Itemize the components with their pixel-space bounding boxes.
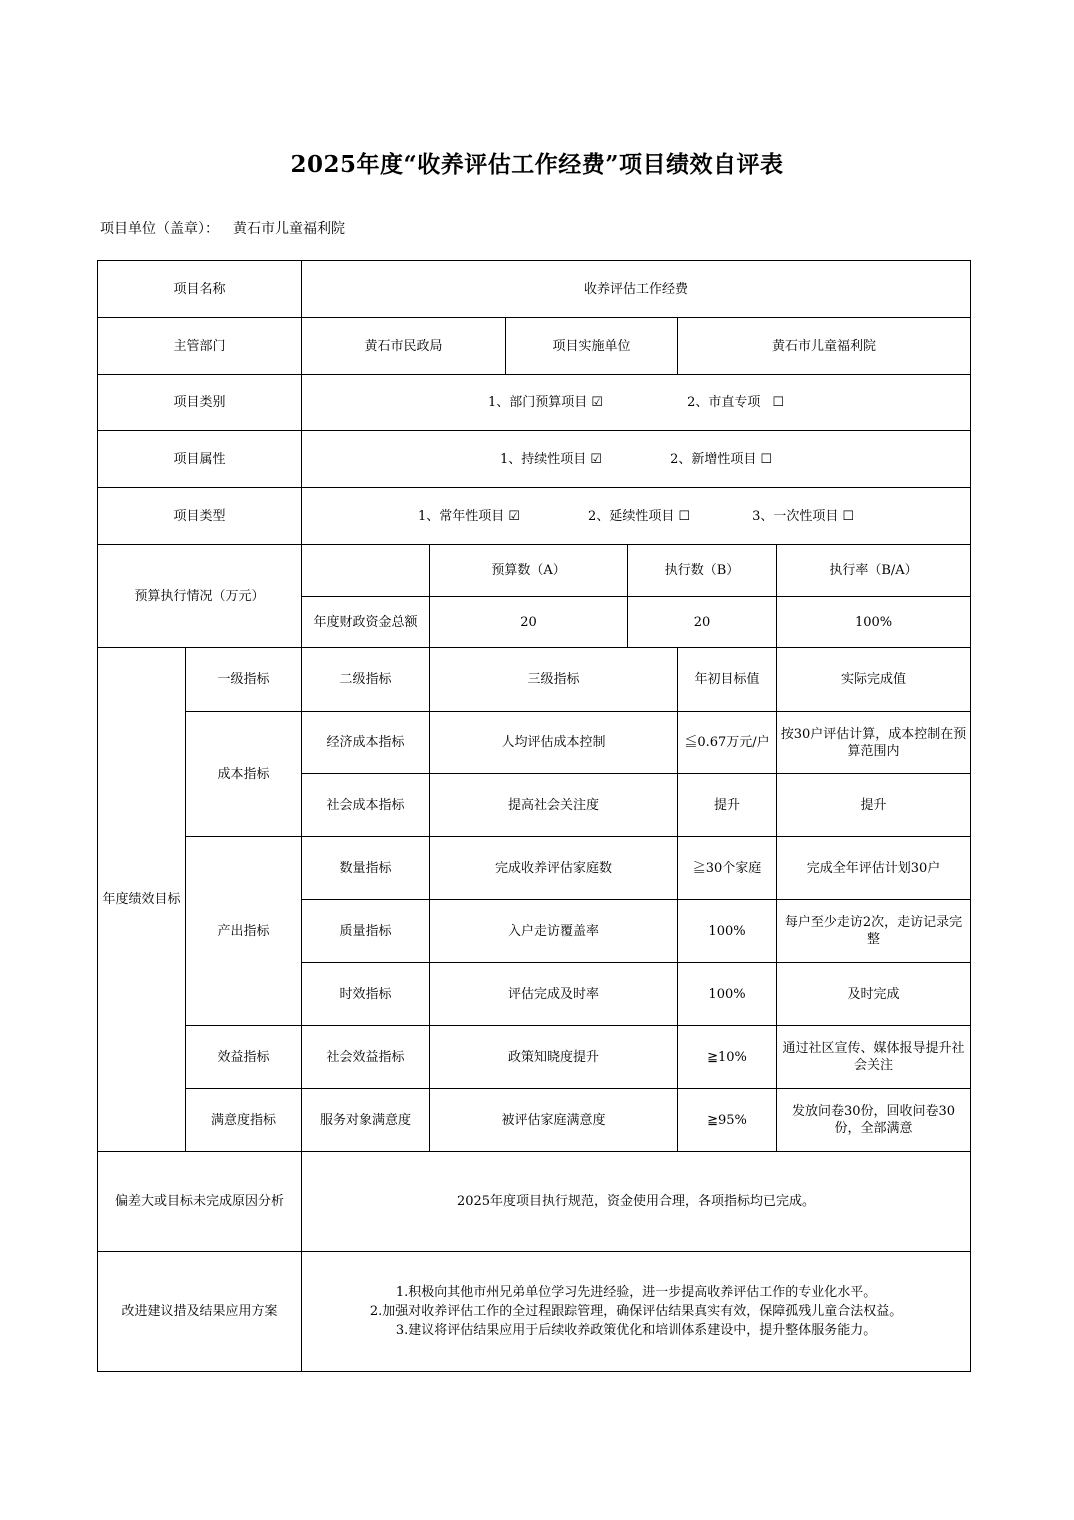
goal-l2: 经济成本指标 (302, 712, 430, 774)
improvement-item: 3.建议将评估结果应用于后续收养政策优化和培训体系建设中，提升整体服务能力。 (395, 1323, 877, 1338)
goals-label: 年度绩效目标 (98, 648, 186, 1152)
goal-l2: 时效指标 (302, 963, 430, 1026)
row-budget-header (98, 545, 971, 597)
goal-l2: 质量指标 (302, 900, 430, 963)
goal-l2: 服务对象满意度 (302, 1089, 430, 1152)
goal-actual: 按30户评估计算，成本控制在预算范围内 (777, 712, 971, 774)
budget-col-rate: 执行率（B/A） (777, 545, 971, 597)
budget-value-a: 20 (430, 597, 628, 648)
project-unit-value: 黄石市儿童福利院 (233, 221, 345, 237)
attribute-options (302, 431, 971, 488)
goal-target: 提升 (678, 774, 777, 837)
budget-value-b: 20 (628, 597, 777, 648)
goals-header-actual: 实际完成值 (777, 648, 971, 712)
goals-header-l3: 三级指标 (430, 648, 678, 712)
goal-target: 100% (678, 963, 777, 1026)
row-improvement (98, 1252, 971, 1372)
project-name-value: 收养评估工作经费 (302, 261, 971, 318)
goal-target: ≦0.67万元/户 (678, 712, 777, 774)
category-option-2 (687, 394, 784, 411)
goal-actual: 通过社区宣传、媒体报导提升社会关注 (777, 1026, 971, 1089)
attribute-option-1-label: 1、持续性项目 (500, 451, 587, 467)
performance-table (97, 260, 971, 1372)
attribute-label: 项目属性 (98, 431, 302, 488)
budget-col-b: 执行数（B） (628, 545, 777, 597)
satisfaction-indicator-label: 满意度指标 (186, 1089, 302, 1152)
goals-header-target: 年初目标值 (678, 648, 777, 712)
budget-label: 预算执行情况（万元） (98, 545, 302, 648)
budget-corner-cell (302, 545, 430, 597)
row-deviation (98, 1152, 971, 1252)
goals-row (98, 1089, 971, 1152)
category-label: 项目类别 (98, 375, 302, 431)
page-title: 2025年度“收养评估工作经费”项目绩效自评表 (290, 151, 784, 178)
checked-checkbox-icon: ☑ (591, 395, 603, 410)
project-unit-line (100, 218, 345, 238)
category-option-1-label: 1、部门预算项目 (488, 395, 588, 410)
unchecked-checkbox-icon: ☐ (678, 508, 690, 524)
goal-target: 100% (678, 900, 777, 963)
type-option-3-label: 3、一次性项目 (752, 508, 839, 524)
attribute-option-2 (670, 451, 772, 468)
goals-row (98, 712, 971, 774)
cost-indicator-label: 成本指标 (186, 712, 302, 837)
deviation-text: 2025年度项目执行规范，资金使用合理，各项指标均已完成。 (302, 1152, 971, 1252)
type-option-3 (752, 508, 854, 525)
goal-actual: 每户至少走访2次，走访记录完整 (777, 900, 971, 963)
goal-actual: 提升 (777, 774, 971, 837)
improvement-list (302, 1252, 971, 1372)
type-option-2 (588, 508, 690, 525)
goals-header-l1: 一级指标 (186, 648, 302, 712)
type-option-1 (418, 508, 520, 525)
goal-target: ≧10% (678, 1026, 777, 1089)
goal-actual: 发放问卷30份，回收问卷30份，全部满意 (777, 1089, 971, 1152)
goal-target: ≧95% (678, 1089, 777, 1152)
project-unit-label: 项目单位（盖章）： (100, 221, 219, 237)
impl-unit-value: 黄石市儿童福利院 (678, 318, 971, 375)
budget-col-a: 预算数（A） (430, 545, 628, 597)
goal-actual: 及时完成 (777, 963, 971, 1026)
goal-l2: 数量指标 (302, 837, 430, 900)
impl-unit-label: 项目实施单位 (506, 318, 678, 375)
type-label: 项目类型 (98, 488, 302, 545)
deviation-label: 偏差大或目标未完成原因分析 (98, 1152, 302, 1252)
attribute-option-2-label: 2、新增性项目 (670, 451, 757, 467)
goal-actual: 完成全年评估计划30户 (777, 837, 971, 900)
improvement-item: 1.积极向其他市州兄弟单位学习先进经验，进一步提高收养评估工作的专业化水平。 (395, 1285, 877, 1300)
category-option-2-label: 2、市直专项 (687, 395, 761, 410)
goal-l3: 完成收养评估家庭数 (430, 837, 678, 900)
goals-row (98, 837, 971, 900)
goal-target: ≧30个家庭 (678, 837, 777, 900)
goal-l3: 人均评估成本控制 (430, 712, 678, 774)
budget-row-label: 年度财政资金总额 (302, 597, 430, 648)
unchecked-checkbox-icon: ☐ (842, 508, 855, 524)
improvement-label: 改进建议措及结果应用方案 (98, 1252, 302, 1372)
benefit-indicator-label: 效益指标 (186, 1026, 302, 1089)
department-label: 主管部门 (98, 318, 302, 375)
attribute-option-1 (500, 451, 602, 468)
row-project-name (98, 261, 971, 318)
goal-l3: 入户走访覆盖率 (430, 900, 678, 963)
improvement-item: 2.加强对收养评估工作的全过程跟踪管理，确保评估结果真实有效，保障孤残儿童合法权益。 (369, 1304, 903, 1319)
type-option-2-label: 2、延续性项目 (588, 508, 675, 524)
row-attribute (98, 431, 971, 488)
goal-l3: 提高社会关注度 (430, 774, 678, 837)
type-option-1-label: 1、常年性项目 (417, 508, 505, 524)
row-category (98, 375, 971, 431)
goal-l3: 被评估家庭满意度 (430, 1089, 678, 1152)
output-indicator-label: 产出指标 (186, 837, 302, 1026)
category-option-1 (488, 394, 603, 411)
unchecked-checkbox-icon: ☐ (760, 451, 773, 467)
goals-header-l2: 二级指标 (302, 648, 430, 712)
category-options (302, 375, 971, 431)
goal-l3: 政策知晓度提升 (430, 1026, 678, 1089)
goal-l2: 社会效益指标 (302, 1026, 430, 1089)
row-department (98, 318, 971, 375)
budget-value-rate: 100% (777, 597, 971, 648)
type-options (302, 488, 971, 545)
project-name-label: 项目名称 (98, 261, 302, 318)
row-goals-header (98, 648, 971, 712)
goal-l3: 评估完成及时率 (430, 963, 678, 1026)
checked-checkbox-icon: ☑ (508, 508, 520, 524)
goal-l2: 社会成本指标 (302, 774, 430, 837)
unchecked-checkbox-icon: ☐ (772, 395, 785, 410)
department-value: 黄石市民政局 (302, 318, 506, 375)
checked-checkbox-icon: ☑ (590, 451, 602, 467)
goals-row (98, 1026, 971, 1089)
row-type (98, 488, 971, 545)
